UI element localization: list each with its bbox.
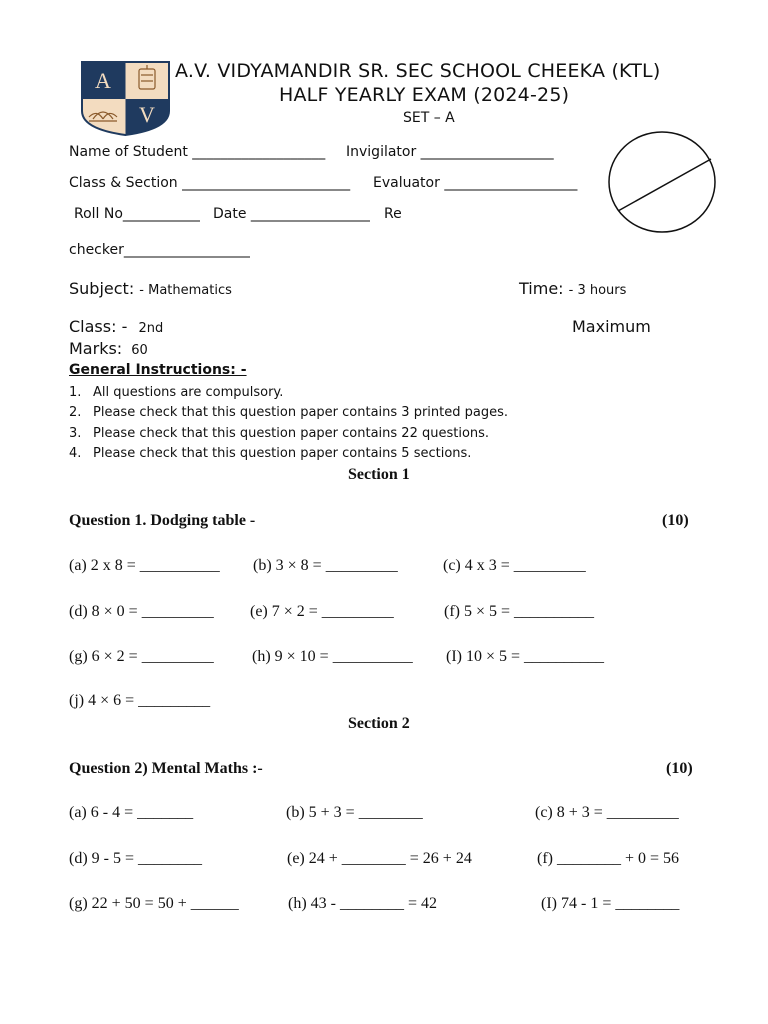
- subject-label: Subject:: [69, 279, 135, 298]
- date-field[interactable]: Date _________________: [213, 206, 370, 222]
- subject-value: - Mathematics: [139, 283, 232, 298]
- name-of-student-field[interactable]: Name of Student ___________________: [69, 144, 326, 160]
- subject-row: [69, 279, 232, 298]
- set-label: SET – A: [403, 110, 455, 126]
- invigilator-field[interactable]: Invigilator ___________________: [346, 144, 554, 160]
- q1-item-c: (c) 4 x 3 = _________: [443, 557, 586, 574]
- q1-item-f: (f) 5 × 5 = __________: [444, 603, 595, 620]
- class-row: [69, 317, 163, 336]
- exam-title: HALF YEARLY EXAM (2024-25): [279, 84, 570, 106]
- school-logo-icon: [81, 61, 170, 136]
- q1-item-j: (j) 4 × 6 = _________: [69, 692, 211, 709]
- instruction-item: [69, 426, 490, 441]
- question-1-marks: (10): [662, 512, 689, 529]
- q2-item-a: (a) 6 - 4 = _______: [69, 804, 194, 821]
- q2-item-c: (c) 8 + 3 = _________: [535, 804, 679, 821]
- instruction-item: [69, 385, 284, 400]
- q2-item-i: (I) 74 - 1 = ________: [541, 895, 680, 912]
- instruction-item: [69, 405, 509, 420]
- q1-item-a: (a) 2 x 8 = __________: [69, 557, 220, 574]
- instruction-text: Please check that this question paper contains 22 questions.: [93, 426, 490, 441]
- instruction-number: 4.: [69, 446, 82, 461]
- instruction-number: 1.: [69, 385, 82, 400]
- q2-item-d: (d) 9 - 5 = ________: [69, 850, 203, 867]
- rechecker-field[interactable]: checker__________________: [69, 242, 250, 258]
- q2-item-g: (g) 22 + 50 = 50 + ______: [69, 895, 239, 912]
- q1-item-g: (g) 6 × 2 = _________: [69, 648, 214, 665]
- q2-item-e: (e) 24 + ________ = 26 + 24: [287, 850, 472, 867]
- q2-item-f: (f) ________ + 0 = 56: [537, 850, 680, 867]
- marks-label: Marks:: [69, 339, 123, 358]
- time-row: [519, 279, 626, 298]
- instruction-number: 3.: [69, 426, 82, 441]
- roll-no-field[interactable]: Roll No___________: [74, 206, 200, 222]
- marks-value: 60: [131, 343, 148, 358]
- maximum-label: Maximum: [572, 317, 651, 336]
- q2-item-b: (b) 5 + 3 = ________: [286, 804, 423, 821]
- instruction-number: 2.: [69, 405, 82, 420]
- logo-letter-v: V: [139, 102, 155, 127]
- logo-letter-a: A: [95, 68, 111, 93]
- evaluator-field[interactable]: Evaluator ___________________: [373, 175, 578, 191]
- q1-item-i: (I) 10 × 5 = __________: [446, 648, 605, 665]
- q1-item-h: (h) 9 × 10 = __________: [252, 648, 413, 665]
- question-2-title: Question 2) Mental Maths :-: [69, 760, 263, 777]
- school-name: A.V. VIDYAMANDIR SR. SEC SCHOOL CHEEKA (KTL): [175, 60, 661, 82]
- instruction-item: [69, 446, 472, 461]
- instruction-text: Please check that this question paper contains 5 sections.: [93, 446, 472, 461]
- q1-item-d: (d) 8 × 0 = _________: [69, 603, 214, 620]
- q2-item-h: (h) 43 - ________ = 42: [288, 895, 438, 912]
- q1-item-b: (b) 3 × 8 = _________: [253, 557, 398, 574]
- section-2-title: Section 2: [348, 715, 410, 732]
- class-label: Class: -: [69, 317, 128, 336]
- question-1-title: Question 1. Dodging table -: [69, 512, 256, 529]
- instruction-text: Please check that this question paper contains 3 printed pages.: [93, 405, 509, 420]
- marks-circle-icon: [607, 130, 717, 234]
- instructions-heading: General Instructions: -: [69, 362, 247, 378]
- instruction-text: All questions are compulsory.: [93, 385, 284, 400]
- q1-item-e: (e) 7 × 2 = _________: [250, 603, 394, 620]
- marks-row: [69, 339, 148, 358]
- section-1-title: Section 1: [348, 466, 410, 483]
- class-value: 2nd: [138, 321, 164, 336]
- time-value: - 3 hours: [568, 283, 627, 298]
- rechecker-label-start: Re: [384, 206, 402, 222]
- question-2-marks: (10): [666, 760, 693, 777]
- time-label: Time:: [519, 279, 564, 298]
- class-section-field[interactable]: Class & Section ________________________: [69, 175, 351, 191]
